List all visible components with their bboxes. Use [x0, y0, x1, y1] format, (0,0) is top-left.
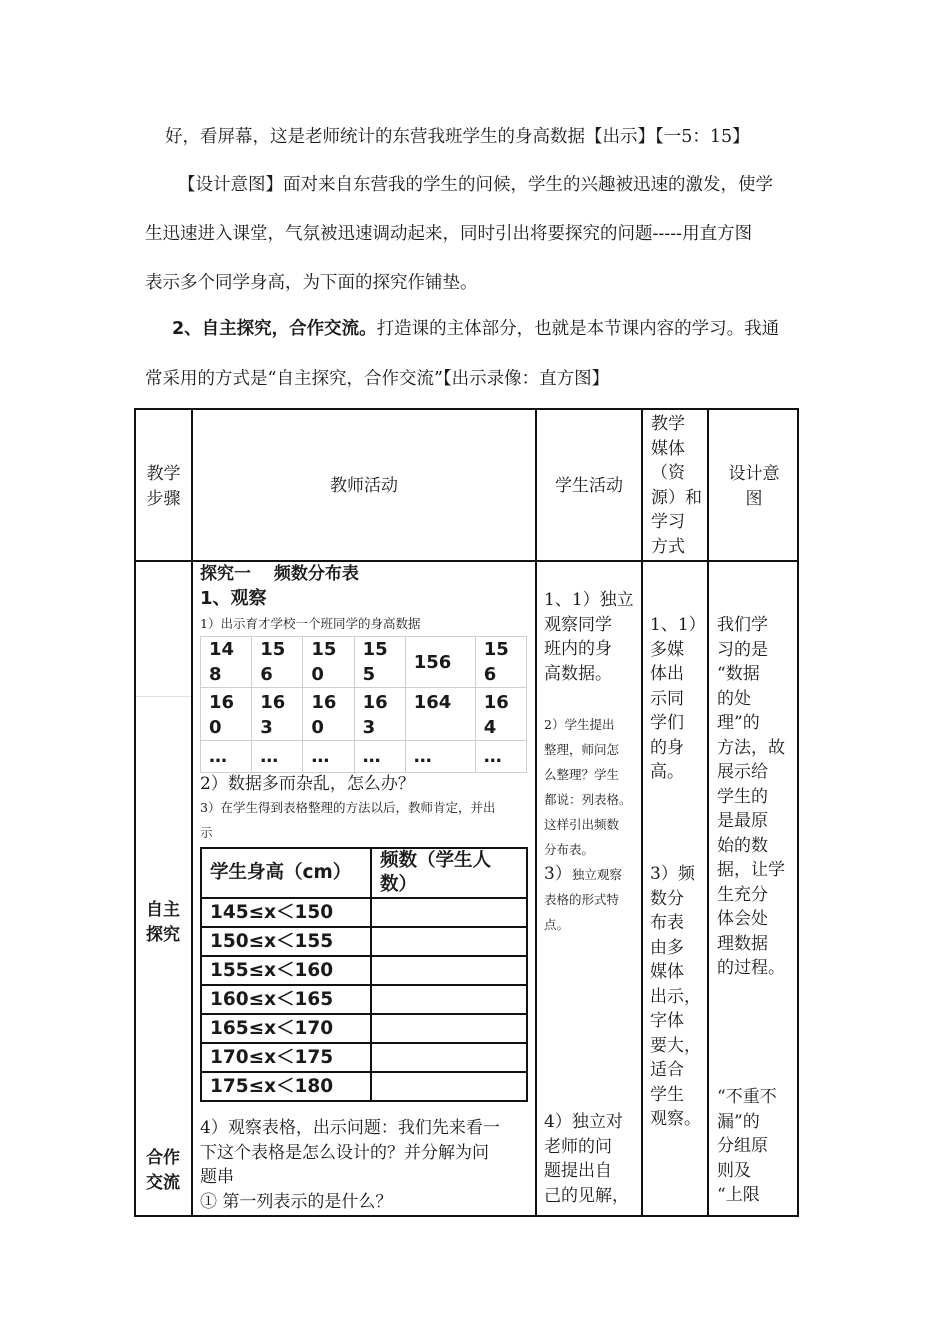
height-cell: 15 5 — [354, 637, 405, 688]
section-heading: 2、自主探究，合作交流。 — [172, 319, 377, 339]
frequency-header-height: 学生身高（cm） — [201, 848, 371, 898]
table-row — [201, 956, 527, 985]
explore-title: 探究一 频数分布表 — [200, 564, 359, 584]
height-cell: 15 6 — [475, 637, 526, 688]
observe-heading: 1、观察 — [200, 588, 267, 609]
frequency-table — [200, 847, 528, 1102]
student-activity-1: 1、1）独立 观察同学 班内的身 高数据。 — [544, 590, 634, 684]
media-note-1: 1、1） 多媒 体出 示同 学们 的身 高。 — [650, 615, 706, 782]
table-row — [201, 637, 527, 688]
height-cell: 15 6 — [252, 637, 303, 688]
question-observe-table: 4）观察表格，出示问题：我们先来看一 下这个表格是怎么设计的？并分解为问 题串 ① 第一列表示的是什么？ — [200, 1118, 500, 1212]
media-note-3: 3）频 数分 布表 由多 媒体 出示， 字体 要大， 适合 学生 观察。 — [650, 864, 701, 1129]
height-cell: 16 3 — [354, 688, 405, 741]
design-intent-2: “不重不 漏”的 分组原 则及 “上限 — [717, 1087, 777, 1205]
section-heading-rest: 打造课的主体部分，也就是本节课内容的学习。我通 — [376, 319, 780, 339]
lesson-plan-table — [134, 408, 799, 1217]
ellipsis-cell: … — [201, 741, 252, 773]
table-row — [201, 1014, 527, 1043]
table-row — [201, 688, 527, 741]
student-activity-3: 3）独立观察 表格的形式特 点。 — [544, 864, 622, 932]
range-cell: 175≤x＜180 — [201, 1072, 371, 1101]
step-divider — [136, 696, 191, 697]
count-cell — [371, 985, 527, 1014]
height-cell: 16 0 — [303, 688, 354, 741]
table-row — [201, 848, 527, 898]
paragraph-design-intent-line3: 表示多个同学身高，为下面的探究作铺垫。 — [145, 273, 478, 293]
table-row — [201, 927, 527, 956]
height-cell: 164 — [405, 688, 475, 741]
count-cell — [371, 1014, 527, 1043]
range-cell: 160≤x＜165 — [201, 985, 371, 1014]
column-divider — [707, 410, 709, 1215]
ellipsis-cell: … — [303, 741, 354, 773]
note-show-heights: 1）出示育才学校一个班同学的身高数据 — [200, 616, 421, 631]
table-row — [201, 741, 527, 773]
count-cell — [371, 1072, 527, 1101]
range-cell: 145≤x＜150 — [201, 898, 371, 927]
paragraph-design-intent-line1: 【设计意图】面对来自东营我的学生的问候，学生的兴趣被迅速的激发，使学 — [178, 175, 773, 195]
paragraph-intro: 好，看屏幕，这是老师统计的东营我班学生的身高数据【出示】【一5：15】 — [165, 127, 750, 147]
count-cell — [371, 956, 527, 985]
header-design-intent: 设计意 图 — [728, 464, 780, 509]
table-row — [201, 1043, 527, 1072]
paragraph-design-intent-line2: 生迅速进入课堂，气氛被迅速调动起来，同时引出将要探究的问题-----用直方图 — [145, 224, 753, 244]
count-cell — [371, 1043, 527, 1072]
question-messy-data: 2）数据多而杂乱，怎么办？ — [200, 774, 415, 794]
student-activity-4: 4）独立对 老师的问 题提出自 己的见解， — [544, 1112, 629, 1206]
header-teaching-step: 教学 步骤 — [146, 464, 181, 509]
frequency-header-count: 频数（学生人 数） — [371, 848, 527, 898]
table-row — [201, 985, 527, 1014]
table-row — [201, 1072, 527, 1101]
step-cooperation-exchange: 合作 交流 — [146, 1148, 180, 1193]
height-cell: 14 8 — [201, 637, 252, 688]
count-cell — [371, 898, 527, 927]
range-cell: 155≤x＜160 — [201, 956, 371, 985]
step-independent-exploration: 自主 探究 — [146, 900, 180, 945]
ellipsis-cell: … — [354, 741, 405, 773]
column-divider — [535, 410, 537, 1215]
height-cell: 15 0 — [303, 637, 354, 688]
student-activity-2: 2）学生提出 整理，师问怎 么整理？学生 都说：列表格。 这样引出频数 分布表。 — [544, 717, 632, 857]
range-cell: 150≤x＜155 — [201, 927, 371, 956]
height-data-table — [200, 636, 527, 773]
height-cell: 16 3 — [252, 688, 303, 741]
height-cell: 16 0 — [201, 688, 252, 741]
range-cell: 170≤x＜175 — [201, 1043, 371, 1072]
ellipsis-cell: … — [252, 741, 303, 773]
height-cell: 16 4 — [475, 688, 526, 741]
table-row — [201, 898, 527, 927]
header-teacher-activity: 教师活动 — [330, 476, 398, 496]
ellipsis-cell: … — [405, 741, 475, 773]
note-teacher-affirm: 3）在学生得到表格整理的方法以后，教师肯定，并出 示 — [200, 800, 496, 840]
header-student-activity: 学生活动 — [555, 476, 623, 496]
design-intent-1: 我们学 习的是 “数据 的处 理”的 方法，故 展示给 学生的 是最原 始的数 据，让学 生充分 体会处 理数据 的过程。 — [717, 615, 785, 978]
column-divider — [191, 410, 193, 1215]
header-media: 教学 媒体 （资 源）和 学习 方式 — [651, 414, 702, 557]
count-cell — [371, 927, 527, 956]
paragraph-section-2 — [172, 317, 837, 341]
range-cell: 165≤x＜170 — [201, 1014, 371, 1043]
ellipsis-cell: … — [475, 741, 526, 773]
height-cell: 156 — [405, 637, 475, 688]
paragraph-section-2-line2: 常采用的方式是“自主探究，合作交流”【出示录像：直方图】 — [145, 369, 610, 389]
